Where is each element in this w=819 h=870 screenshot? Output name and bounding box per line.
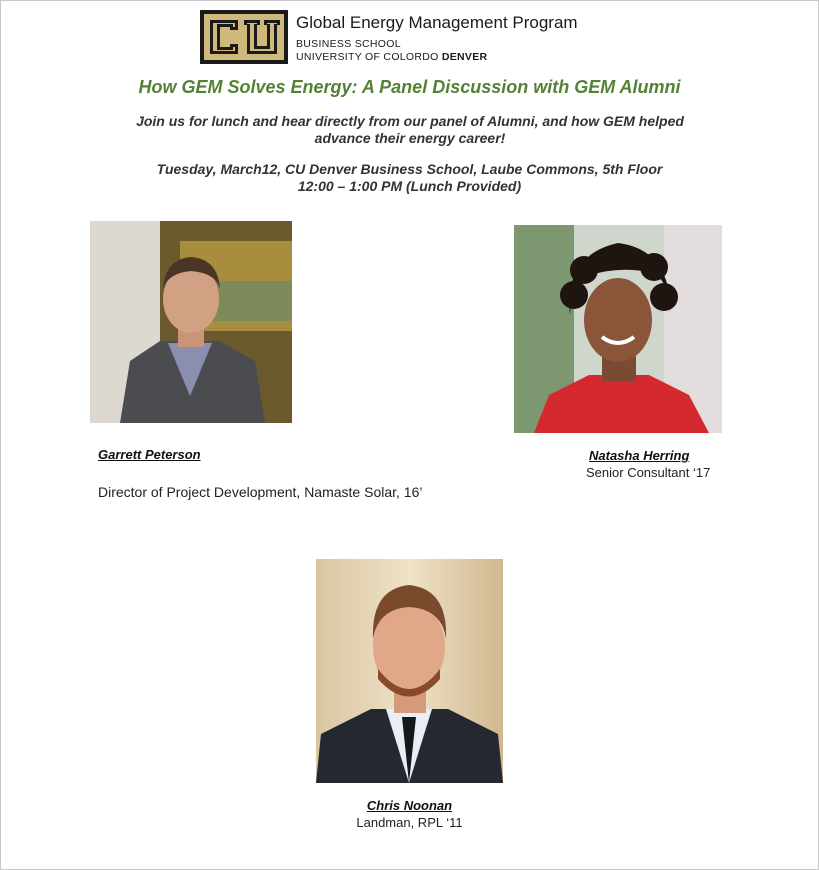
cu-logo-icon — [200, 10, 288, 64]
panelist-role-garrett: Director of Project Development, Namaste Solar, 16’ — [98, 484, 423, 500]
panelist-photo-garrett — [90, 221, 292, 423]
panelist-role-natasha: Senior Consultant ‘17 — [586, 465, 711, 480]
university-campus: DENVER — [441, 51, 488, 63]
school-name: BUSINESS SCHOOL — [296, 38, 401, 50]
event-time: 12:00 – 1:00 PM (Lunch Provided) — [297, 178, 522, 194]
event-date-location: Tuesday, March12, CU Denver Business School, Laube Commons, 5th Floor — [156, 161, 663, 177]
event-intro: Join us for lunch and hear directly from our panel of Alumni, and how GEM helped advance their energy career! — [136, 113, 684, 146]
panelist-name-chris: Chris Noonan — [366, 798, 453, 813]
panelist-name-natasha: Natasha Herring — [589, 448, 690, 463]
university-name — [296, 51, 487, 63]
university-prefix: UNIVERSITY OF COLORDO — [296, 51, 442, 63]
event-headline: How GEM Solves Energy: A Panel Discussion with GEM Alumni — [138, 77, 681, 97]
panelist-name-garrett: Garrett Peterson — [98, 447, 201, 462]
panelist-photo-natasha — [514, 225, 722, 433]
program-logo — [200, 8, 625, 66]
program-name: Global Energy Management Program — [296, 13, 578, 32]
panelist-photo-chris — [316, 559, 503, 783]
panelist-role-chris: Landman, RPL ‘11 — [356, 815, 463, 830]
